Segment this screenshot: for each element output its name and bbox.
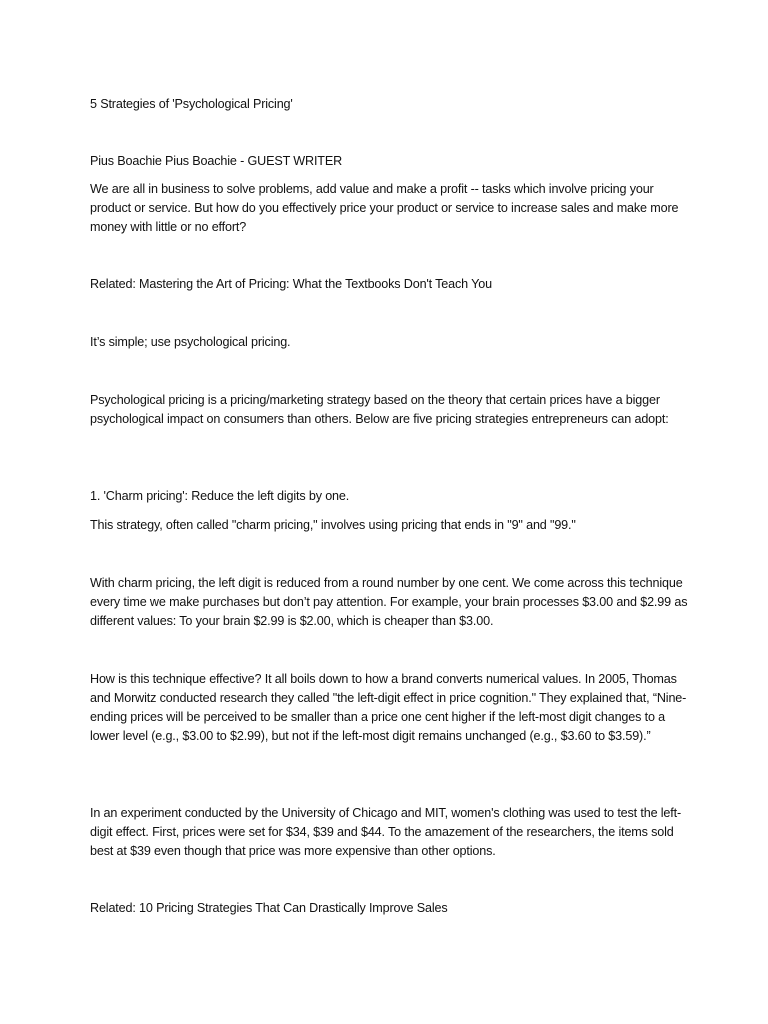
document-title: 5 Strategies of 'Psychological Pricing' <box>90 97 293 111</box>
paragraph-intro: We are all in business to solve problems, add value and make a profit -- tasks which involve pricing your product or service. But how do you effectively price your product or service to increase sales and make more money with little or no effort? <box>90 182 679 234</box>
paragraph-effectiveness: How is this technique effective? It all boils down to how a brand converts numerical values. In 2005, Thomas and Morwitz conducted research they called "the left-digit effect in price cognition." They explained that, “Nine-ending prices will be perceived to be smaller than a price one cent higher if the left-most digit changes to a lower level (e.g., $3.00 to $2.99), but not if the left-most digit remains unchanged (e.g., $3.60 to $3.59).” <box>90 672 687 743</box>
paragraph-experiment: In an experiment conducted by the University of Chicago and MIT, women's clothing was used to test the left-digit effect. First, prices were set for $34, $39 and $44. To the amazement of the researchers, the items sold best at $39 even though that price was more expensive than other options. <box>90 806 682 858</box>
byline: Pius Boachie Pius Boachie - GUEST WRITER <box>90 154 343 168</box>
paragraph-charm-strategy: This strategy, often called "charm pricing," involves using pricing that ends in "9" and "99." <box>90 518 576 532</box>
related-link-1: Related: Mastering the Art of Pricing: What the Textbooks Don't Teach You <box>90 277 492 291</box>
document-page <box>90 0 690 1024</box>
paragraph-simple: It’s simple; use psychological pricing. <box>90 335 291 349</box>
paragraph-definition: Psychological pricing is a pricing/marketing strategy based on the theory that certain prices have a bigger psychological impact on consumers than others. Below are five pricing strategies entrepreneurs can adopt: <box>90 393 669 426</box>
related-link-2: Related: 10 Pricing Strategies That Can Drastically Improve Sales <box>90 901 448 915</box>
section-heading-charm-pricing: 1. 'Charm pricing': Reduce the left digits by one. <box>90 489 350 503</box>
paragraph-charm-explanation: With charm pricing, the left digit is reduced from a round number by one cent. We come across this technique every time we make purchases but don’t pay attention. For example, your brain processes $3.00 and $2.99 as different values: To your brain $2.99 is $2.00, which is cheaper than $3.00. <box>90 576 688 628</box>
